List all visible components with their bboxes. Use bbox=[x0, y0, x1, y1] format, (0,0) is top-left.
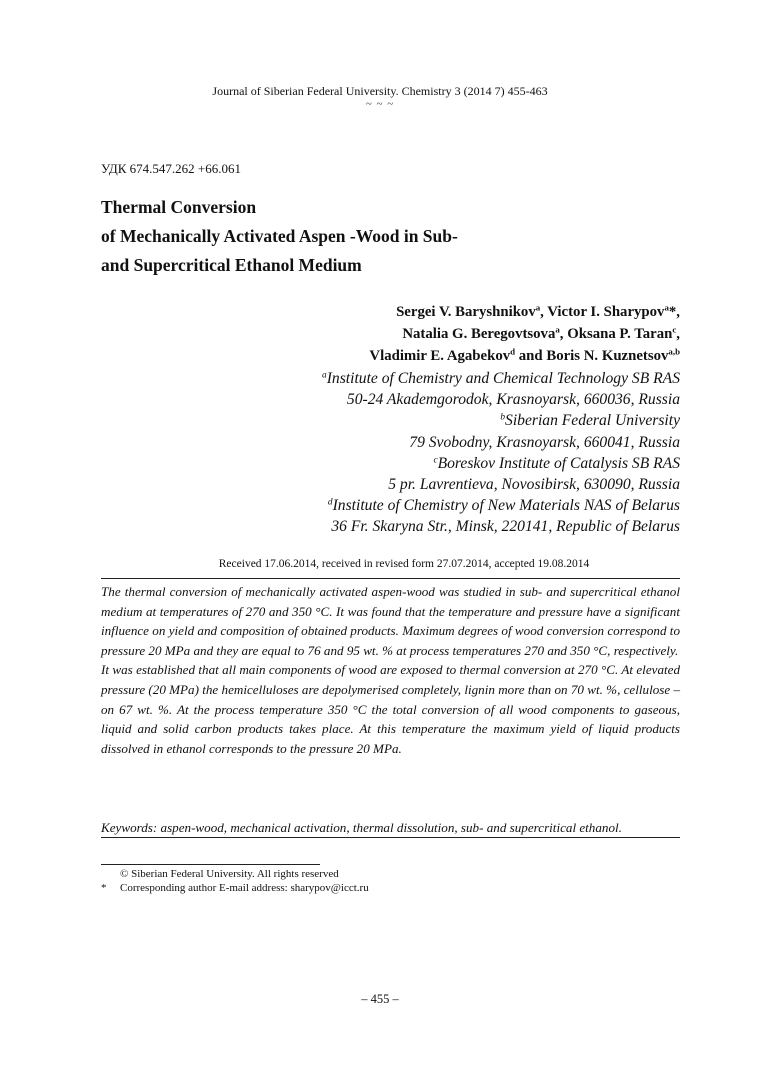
author-separator: , bbox=[559, 326, 568, 342]
header-ornament: ~ ~ ~ bbox=[365, 98, 395, 110]
affiliation-text: Institute of Chemistry and Chemical Technology SB RAS bbox=[326, 370, 680, 387]
footnote-copyright: © Siberian Federal University. All rights reserved bbox=[120, 868, 339, 880]
affiliation-text: 36 Fr. Skaryna Str., Minsk, 220141, Republic of Belarus bbox=[331, 518, 680, 536]
author-name: Vladimir E. Agabekov bbox=[369, 348, 511, 364]
page-number: – 455 – bbox=[361, 992, 399, 1006]
affiliation-text: 79 Svobodny, Krasnoyarsk, 660041, Russia bbox=[409, 433, 680, 451]
keywords: Keywords: aspen-wood, mechanical activation, thermal dissolution, sub- and supercritical ethanol. bbox=[101, 820, 622, 835]
title-line: of Mechanically Activated Aspen -Wood in Sub- bbox=[101, 226, 458, 246]
affiliation-line bbox=[322, 368, 680, 389]
author-affiliation-mark: d bbox=[510, 346, 516, 357]
affiliation-line bbox=[322, 410, 680, 431]
affiliation-line bbox=[322, 516, 680, 537]
footnote-corresponding bbox=[101, 881, 369, 895]
udk-code: УДК 674.547.262 +66.061 bbox=[101, 161, 242, 176]
affiliation-line bbox=[322, 495, 680, 516]
author-separator: *, bbox=[668, 304, 680, 320]
corresponding-email: Corresponding author E-mail address: sharypov@icct.ru bbox=[120, 882, 369, 894]
affiliation-text: Institute of Chemistry of New Materials NAS of Belarus bbox=[332, 497, 680, 515]
author-affiliation-mark: c bbox=[672, 324, 677, 335]
author-affiliation-mark: a bbox=[555, 324, 560, 335]
affiliation-line bbox=[322, 453, 680, 474]
affiliation-line bbox=[322, 474, 680, 495]
footnote-star: * bbox=[101, 882, 107, 894]
received-dates: Received 17.06.2014, received in revised form 27.07.2014, accepted 19.08.2014 bbox=[218, 558, 590, 570]
affiliation-line bbox=[322, 389, 680, 410]
affiliation-line bbox=[322, 432, 680, 453]
title-line: and Supercritical Ethanol Medium bbox=[101, 255, 362, 275]
author-affiliation-mark: a bbox=[535, 302, 541, 313]
author-line bbox=[369, 301, 680, 323]
author-list bbox=[369, 301, 680, 367]
abstract-bottom-rule bbox=[101, 837, 680, 838]
author-name: Sergei V. Baryshnikov bbox=[396, 304, 536, 320]
author-name: Boris N. Kuznetsov bbox=[546, 348, 669, 364]
abstract bbox=[101, 582, 680, 758]
affiliation-mark: c bbox=[433, 455, 438, 466]
author-separator: , bbox=[676, 326, 680, 342]
paper-title bbox=[101, 193, 661, 280]
abstract-paragraph: It was established that all main components of wood are exposed to thermal conversion at 270 °C. At elevated pressure (20 MPa) the hemicelluloses are depolymerised completely, lignin more than on 70 wt. %, cellulose – on 67 wt. %. At the process temperature 350 °C the total conversion of all wood components to gaseous, liquid and solid carbon products takes place. At this temperature the maximum yield of liquid products dissolved in ethanol corresponds to the pressure 20 MPa. bbox=[101, 662, 680, 756]
author-name: Victor I. Sharypov bbox=[547, 304, 665, 320]
affiliation-text: 5 pr. Lavrentieva, Novosibirsk, 630090, Russia bbox=[388, 476, 680, 494]
affiliation-list bbox=[322, 368, 680, 538]
footnote-rule bbox=[101, 864, 320, 865]
affiliation-mark: a bbox=[322, 370, 327, 381]
affiliation-text: Boreskov Institute of Catalysis SB RAS bbox=[437, 454, 680, 472]
journal-header: Journal of Siberian Federal University. Chemistry 3 (2014 7) 455-463 bbox=[212, 84, 548, 98]
abstract-top-rule bbox=[101, 578, 680, 579]
author-affiliation-mark: a bbox=[664, 302, 669, 313]
author-name: Natalia G. Beregovtsova bbox=[402, 326, 556, 342]
title-line: Thermal Conversion bbox=[101, 197, 257, 217]
author-line bbox=[369, 323, 680, 345]
affiliation-mark: b bbox=[500, 412, 506, 423]
author-separator: , bbox=[540, 304, 548, 320]
author-affiliation-mark: a,b bbox=[668, 346, 680, 357]
affiliation-text: 50-24 Akademgorodok, Krasnoyarsk, 660036, Russia bbox=[346, 391, 680, 409]
affiliation-mark: d bbox=[327, 497, 333, 508]
affiliation-text: Siberian Federal University bbox=[505, 412, 680, 430]
author-name: Oksana P. Taran bbox=[567, 326, 673, 342]
abstract-paragraph: The thermal conversion of mechanically activated aspen-wood was studied in sub- and supercritical ethanol medium at temperatures of 270 and 350 °C. It was found that the temperature and pressure have a significant influence on yield and composition of obtained products. Maximum degrees of wood conversion correspond to pressure 20 MPa and they are equal to 76 and 95 wt. % at process temperatures 270 and 350 °C, respectively. bbox=[101, 584, 680, 658]
author-separator: and bbox=[515, 348, 547, 364]
author-line bbox=[369, 345, 680, 367]
